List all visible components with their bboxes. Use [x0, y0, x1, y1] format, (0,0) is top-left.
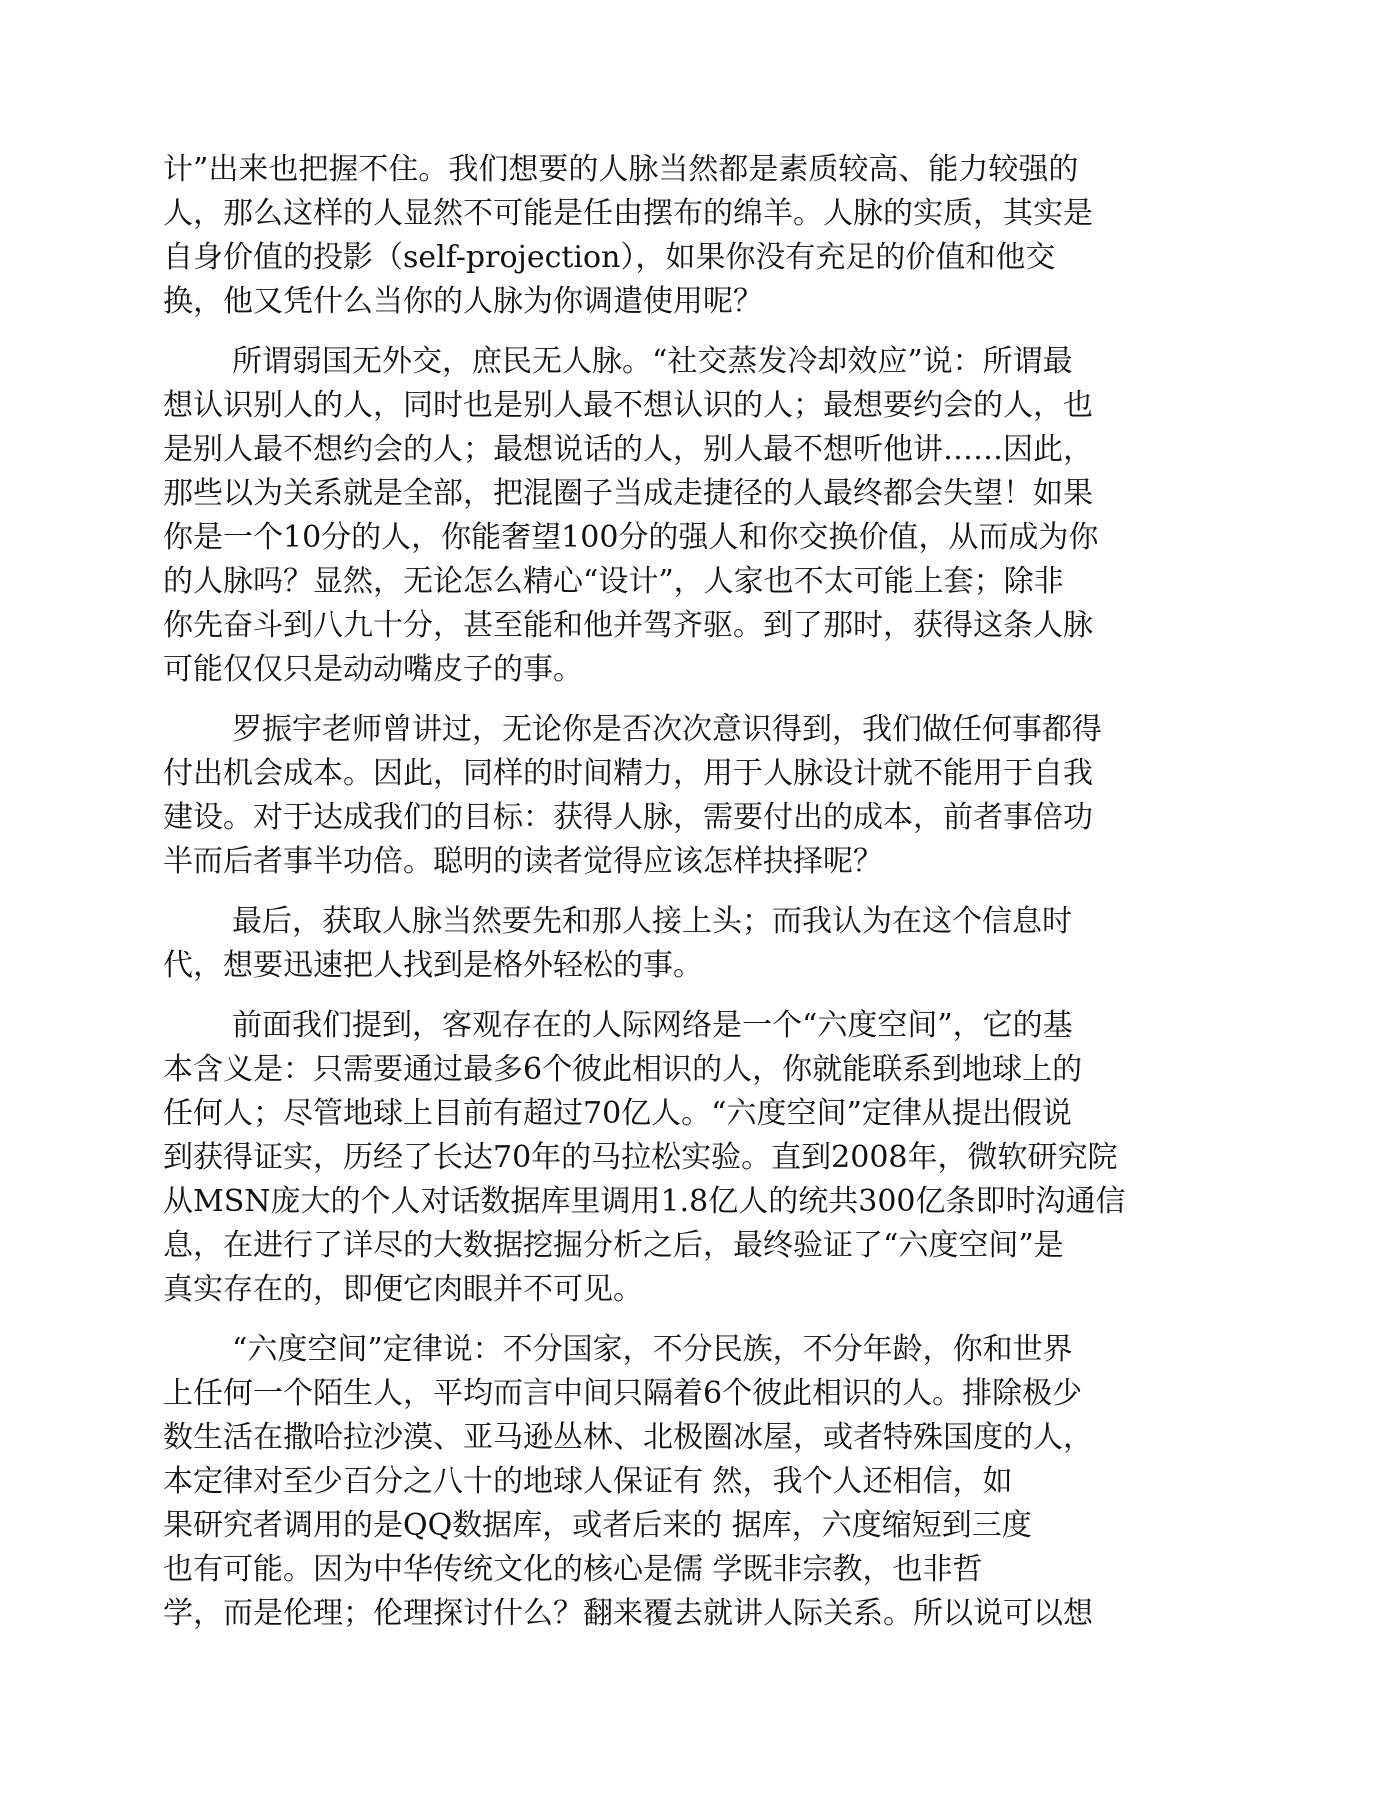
paragraph-first-line: 所谓弱国无外交，庶民无人脉。“社交蒸发冷却效应”说：所谓最 [232, 344, 1073, 379]
text-line: 付出机会成本。因此，同样的时间精力，用于人脉设计就不能用于自我 [163, 756, 1093, 791]
text-line: 果研究者调用的是QQ数据库，或者后来的 据库，六度缩短到三度 [163, 1508, 1032, 1543]
text-line: 也有可能。因为中华传统文化的核心是儒 学既非宗教，也非哲 [163, 1552, 983, 1587]
text-line: 你是一个10分的人，你能奢望100分的强人和你交换价值，从而成为你 [163, 520, 1099, 555]
text-line: 那些以为关系就是全部，把混圈子当成走捷径的人最终都会失望！如果 [163, 476, 1093, 511]
text-line: 真实存在的，即便它肉眼并不可见。 [163, 1272, 643, 1307]
text-line: 到获得证实，历经了长达70年的马拉松实验。直到2008年，微软研究院 [163, 1140, 1118, 1175]
paragraph-first-line: 前面我们提到，客观存在的人际网络是一个“六度空间”，它的基 [232, 1008, 1073, 1043]
text-line: 计”出来也把握不住。我们想要的人脉当然都是素质较高、能力较强的 [163, 152, 1079, 187]
paragraph-first-line: 罗振宇老师曾讲过，无论你是否次次意识得到，我们做任何事都得 [232, 712, 1102, 747]
text-line: 本含义是：只需要通过最多6个彼此相识的人，你就能联系到地球上的 [163, 1052, 1083, 1087]
text-line: 可能仅仅只是动动嘴皮子的事。 [163, 652, 583, 687]
text-line: 你先奋斗到八九十分，甚至能和他并驾齐驱。到了那时，获得这条人脉 [163, 608, 1093, 643]
text-line: 上任何一个陌生人，平均而言中间只隔着6个彼此相识的人。排除极少 [163, 1376, 1083, 1411]
text-line: 任何人；尽管地球上目前有超过70亿人。“六度空间”定律从提出假说 [163, 1096, 1072, 1131]
text-line: 人，那么这样的人显然不可能是任由摆布的绵羊。人脉的实质，其实是 [163, 196, 1093, 231]
text-line: 的人脉吗？显然，无论怎么精心“设计”，人家也不太可能上套；除非 [163, 564, 1064, 599]
text-line: 本定律对至少百分之八十的地球人保证有 然，我个人还相信，如 [163, 1464, 1013, 1499]
text-line: 建设。对于达成我们的目标：获得人脉，需要付出的成本，前者事倍功 [163, 800, 1093, 835]
text-line: 自身价值的投影（self-projection），如果你没有充足的价值和他交 [163, 240, 1056, 275]
text-line: 想认识别人的人，同时也是别人最不想认识的人；最想要约会的人，也 [163, 388, 1093, 423]
text-line: 代，想要迅速把人找到是格外轻松的事。 [163, 948, 703, 983]
text-line: 换，他又凭什么当你的人脉为你调遣使用呢？ [163, 284, 763, 319]
text-line: 数生活在撒哈拉沙漠、亚马逊丛林、北极圈冰屋，或者特殊国度的人， [163, 1420, 1093, 1455]
text-line: 半而后者事半功倍。聪明的读者觉得应该怎样抉择呢？ [163, 844, 883, 879]
text-line: 从MSN庞大的个人对话数据库里调用1.8亿人的统共300亿条即时沟通信 [163, 1184, 1126, 1219]
text-line: 学，而是伦理；伦理探讨什么？翻来覆去就讲人际关系。所以说可以想 [163, 1596, 1093, 1631]
text-line: 是别人最不想约会的人；最想说话的人，别人最不想听他讲……因此， [163, 432, 1093, 467]
paragraph-first-line: 最后，获取人脉当然要先和那人接上头；而我认为在这个信息时 [232, 904, 1072, 939]
paragraph-first-line: “六度空间”定律说：不分国家，不分民族，不分年龄，你和世界 [232, 1332, 1073, 1367]
text-line: 息，在进行了详尽的大数据挖掘分析之后，最终验证了“六度空间”是 [163, 1228, 1064, 1263]
